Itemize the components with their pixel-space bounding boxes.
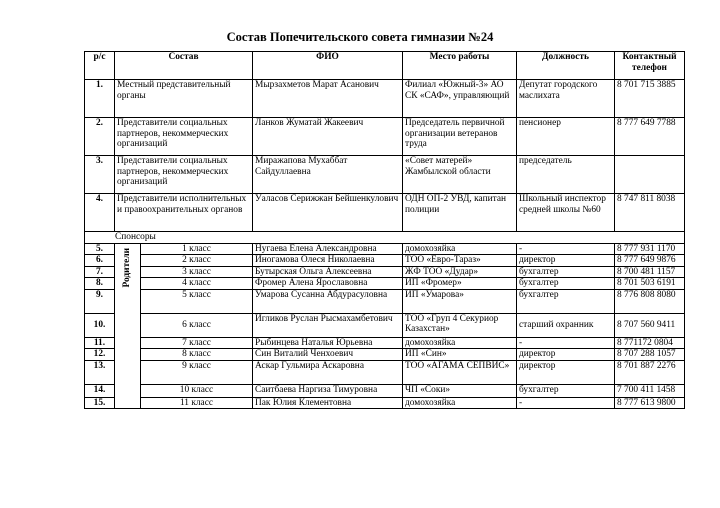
row-work: ТОО «АГАМА СЕПВИС» [403,360,517,384]
row-phone: 8 707 560 9411 [615,313,685,337]
row-phone: 7 700 411 1458 [615,384,685,397]
row-position: директор [517,360,615,384]
table-row [85,243,685,255]
row-name: Мырзахметов Марат Асанович [253,80,403,118]
table-row [85,118,685,156]
table-row [85,194,685,232]
row-num: 7. [85,266,115,278]
document-title: Состав Попечительского совета гимназии №24 [226,30,494,44]
row-phone: 8 701 887 2276 [615,360,685,384]
row-position: - [517,243,615,255]
row-position: пенсионер [517,118,615,156]
row-num: 4. [85,194,115,232]
row-phone: 8 777 649 9876 [615,255,685,267]
row-num: 6. [85,255,115,267]
table-row [85,156,685,194]
header-row [85,52,685,80]
row-class: 6 класс [141,313,253,337]
row-phone: 8 776 808 8080 [615,289,685,313]
row-num: 1. [85,80,115,118]
row-phone: 8 777 931 1170 [615,243,685,255]
header-position: Должность [517,52,615,80]
row-work: ЧП «Соки» [403,384,517,397]
row-group: Представители социальных партнеров, некоммерческих организаций [115,118,253,156]
row-class: 8 класс [141,349,253,361]
row-position: директор [517,255,615,267]
row-position: председатель [517,156,615,194]
row-name: Рыбинцева Наталья Юрьевна [253,337,403,349]
table-row [85,255,685,267]
row-name: Игликов Руслан Рысмахамбетович [253,313,403,337]
table-row [85,313,685,337]
parents-label: Родители [122,247,133,287]
row-position: Школьный инспектор средней школы №60 [517,194,615,232]
row-phone: 8 771172 0804 [615,337,685,349]
row-class: 7 класс [141,337,253,349]
row-group: Местный представительный органы [115,80,253,118]
row-work: ЖФ ТОО «Дудар» [403,266,517,278]
row-phone: 8 701 715 3885 [615,80,685,118]
row-position: - [517,397,615,409]
row-name: Иногамова Олеся Николаевна [253,255,403,267]
parents-label-cell [115,243,141,409]
row-work: Филиал «Южный-3» АО СК «САФ», управляющий [403,80,517,118]
row-name: Син Виталий Ченхоевич [253,349,403,361]
row-num: 5. [85,243,115,255]
row-name: Нугаева Елена Александровна [253,243,403,255]
row-name: Аскар Гульмира Аскаровна [253,360,403,384]
table-row [85,278,685,290]
row-group: Представители исполнительных и правоохранительных органов [115,194,253,232]
table-row [85,384,685,397]
row-phone: 8 707 288 1057 [615,349,685,361]
council-table [84,51,685,409]
sponsors-label: Спонсоры [85,232,685,244]
row-work: ИП «Фромер» [403,278,517,290]
row-position: директор [517,349,615,361]
row-num: 9. [85,289,115,313]
row-phone: 8 701 503 6191 [615,278,685,290]
row-phone: 8 777 649 7788 [615,118,685,156]
row-class: 5 класс [141,289,253,313]
row-name: Фромер Алена Ярославовна [253,278,403,290]
row-num: 12. [85,349,115,361]
row-phone: 8 777 613 9800 [615,397,685,409]
row-phone: 8 747 811 8038 [615,194,685,232]
row-phone [615,156,685,194]
row-class: 4 класс [141,278,253,290]
row-name: Саитбаева Наргиза Тимуровна [253,384,403,397]
header-phone: Контактный телефон [615,52,685,80]
row-num: 14. [85,384,115,397]
row-position: - [517,337,615,349]
header-work: Место работы [403,52,517,80]
row-name: Пак Юлия Клементовна [253,397,403,409]
row-work: ОДН ОП-2 УВД, капитан полиции [403,194,517,232]
table-row [85,266,685,278]
row-work: ИП «Син» [403,349,517,361]
row-class: 2 класс [141,255,253,267]
row-position: старший охранник [517,313,615,337]
row-work: домохозяйка [403,337,517,349]
table-row [85,289,685,313]
sponsors-row [85,232,685,244]
row-num: 8. [85,278,115,290]
table-row [85,80,685,118]
row-num: 15. [85,397,115,409]
row-work: ТОО «Груп 4 Секуриор Казахстан» [403,313,517,337]
row-work: «Совет матерей» Жамбылской области [403,156,517,194]
row-work: Председатель первичной организации ветеранов труда [403,118,517,156]
row-num: 13. [85,360,115,384]
row-num: 3. [85,156,115,194]
table-row [85,397,685,409]
row-position: бухгалтер [517,266,615,278]
row-position: бухгалтер [517,278,615,290]
row-class: 10 класс [141,384,253,397]
row-name: Бутырская Ольга Алексеевна [253,266,403,278]
row-name: Умарова Сусанна Абдурасуловна [253,289,403,313]
row-num: 2. [85,118,115,156]
row-work: ТОО «Евро-Тараз» [403,255,517,267]
row-num: 11. [85,337,115,349]
header-name: ФИО [253,52,403,80]
row-position: бухгалтер [517,384,615,397]
header-num: р/с [85,52,115,80]
row-class: 9 класс [141,360,253,384]
row-class: 11 класс [141,397,253,409]
row-name: Уаласов Серижжан Бейшенкулович [253,194,403,232]
table-row [85,349,685,361]
row-position: бухгалтер [517,289,615,313]
row-work: домохозяйка [403,397,517,409]
row-class: 3 класс [141,266,253,278]
table-row [85,360,685,384]
row-work: домохозяйка [403,243,517,255]
row-position: Депутат городского маслихата [517,80,615,118]
row-group: Представители социальных партнеров, некоммерческих организаций [115,156,253,194]
row-work: ИП «Умарова» [403,289,517,313]
table-row [85,337,685,349]
row-phone: 8 700 481 1157 [615,266,685,278]
row-name: Миражапова Мухаббат Сайдуллаевна [253,156,403,194]
row-name: Ланков Жуматай Жакеевич [253,118,403,156]
row-num: 10. [85,313,115,337]
header-group: Состав [115,52,253,80]
row-class: 1 класс [141,243,253,255]
